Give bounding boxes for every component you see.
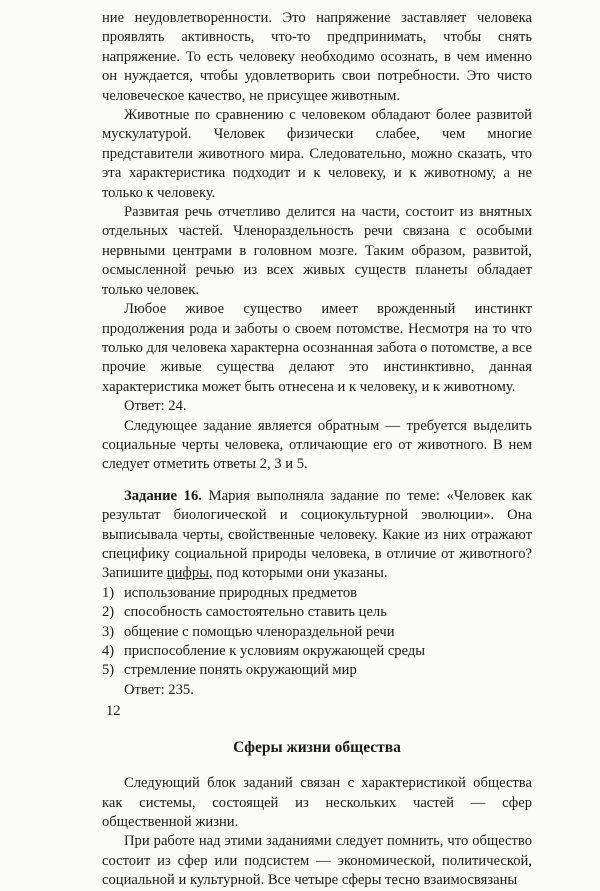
task-label: Задание 16. [124,487,202,504]
page-number: 12 [106,703,121,719]
list-item [102,584,532,603]
option-number: 3) [102,623,115,640]
list-item [102,623,532,642]
option-text: использование природных предметов [124,584,358,601]
option-number: 1) [102,584,115,601]
paragraph-musculature: Животные по сравнению с человеком обладают более развитой мускулатурой. Человек физически слабее, чем многие представители животного мира. Следовательно, можно сказать, что эта характеристика подходит и к человеку, и к животному, а не только к человеку. [102,107,532,201]
task-underlined-word: цифры [166,565,209,582]
answer-235: Ответ: 235. [124,681,194,698]
option-number: 4) [102,643,115,659]
option-number: 5) [102,662,115,679]
option-number: 2) [102,604,115,621]
paragraph-next-task: Следующее задание является обратным — требуется выделить социальные черты человека, отличающие его от животного. В нем следует отметить ответы 2, 3 и 5. [102,417,532,473]
task-text-after: , под которыми они указаны. [208,565,388,582]
list-item [102,661,532,680]
option-text: общение с помощью членораздельной речи [124,623,395,640]
section-title: Сферы жизни общества [233,739,401,757]
spacer [102,475,532,487]
paragraph-speech: Развитая речь отчетливо делится на части, состоит из внятных отдельных частей. Членораздельность речи связана с особыми нервными центрами в головном мозге. Таким образом, развитой, осмысленной речью из всех живых существ планеты обладает только человек. [102,204,532,298]
paragraph-block-intro: Следующий блок заданий связан с характеристикой общества как системы, состоящей из нескольких частей — сфер общественной жизни. [102,775,532,831]
paragraph-continuation: ние неудовлетворенности. Это напряжение заставляет человека проявлять активность, что-то предпринимать, чтобы снять напряжение. То есть человеку необходимо осознать, в чем именно он нуждается, чтобы удовлетворить свои потребности. Это чисто человеческое качество, не присущее животным. [102,10,532,104]
task-16-statement [102,487,532,584]
list-item [102,642,532,661]
paragraph-instinct: Любое живое существо имеет врожденный инстинкт продолжения рода и заботы о своем потомстве. Несмотря на то что только для человека характерна осознанная забота о потомстве, а все прочие живые существа делают это инстинктивно, данная характеристика может быть отнесена и к человеку, и к животному. [102,301,532,395]
option-text: приспособление к условиям окружающей среды [124,643,426,659]
option-text: стремление понять окружающий мир [124,662,357,679]
task-text-before: Мария выполняла задание по теме: «Человек как результат биологической и социокультурной эволюции». Она выписывала черты, свойственные человеку. Какие из них отражают специфику социальной природы человека, в отличие от животного? Запишите [102,487,532,582]
option-text: способность самостоятельно ставить цель [124,604,387,621]
task-options-list [102,584,532,681]
list-item [102,603,532,622]
paragraph-spheres: При работе над этими заданиями следует помнить, что общество состоит из сфер или подсистем — экономической, политической, социальной и культурной. Все четыре сферы тесно взаимосвязаны [102,833,532,889]
answer-24: Ответ: 24. [124,398,187,415]
